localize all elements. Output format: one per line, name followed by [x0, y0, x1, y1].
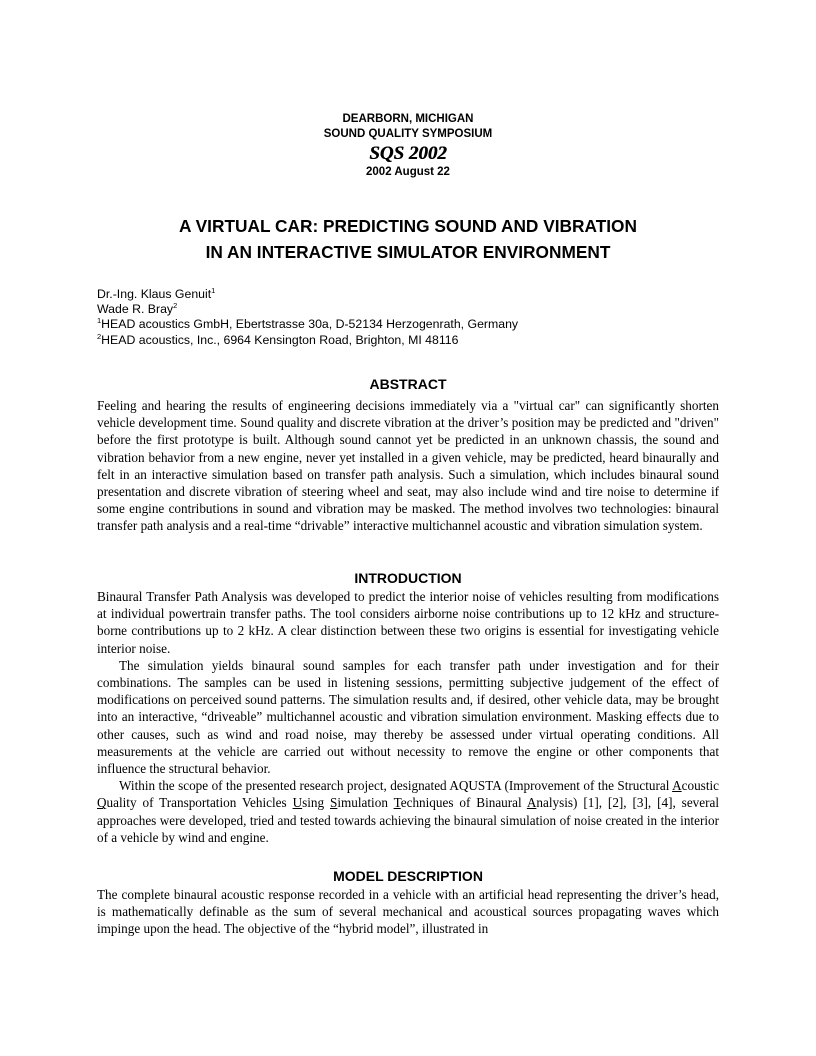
- conference-location: DEARBORN, MICHIGAN: [342, 113, 474, 125]
- author-2: [97, 302, 518, 317]
- affiliation-2: [97, 333, 518, 348]
- introduction-paragraph-3: Within the scope of the presented research project, designated AQUSTA (Improvement of the Structural Acoustic Quality of Transportation Vehicles Using Simulation Techniques of Binaural Analysis) [1], [2], [3], [4], several approaches were developed, tried and tested towards achieving the binaural simulation of noise created in the interior of a vehicle by wind and engine.: [97, 778, 720, 845]
- abstract-paragraph: Feeling and hearing the results of engineering decisions immediately via a "virtual car" can significantly shorten vehicle development time. Sound quality and discrete vibration at the driver’s position may be predicted and "driven" before the first prototype is built. Although sound cannot yet be predicted in an unknown chassis, the sound and vibration behavior from a new engine, never yet installed in a given vehicle, may be predicted, heard binaurally and felt in an interactive simulation based on transfer path analysis. Such a simulation, which includes binaural sound presentation and discrete vibration of steering wheel and seat, may also include wind and tire noise to determine if some engine contributions in sound and vibration may be masked. The method involves two technologies: binaural transfer path analysis and a real-time “drivable” interactive multichannel acoustic and vibration simulation system.: [97, 398, 719, 534]
- introduction-heading: INTRODUCTION: [354, 570, 462, 586]
- author-block: [97, 287, 518, 348]
- author-1-name: Dr.-Ing. Klaus Genuit: [97, 287, 212, 301]
- affiliation-1: [97, 317, 518, 332]
- conference-name: SOUND QUALITY SYMPOSIUM: [323, 128, 493, 140]
- introduction-paragraph-2: The simulation yields binaural sound samples for each transfer path under investigation and for their combinations. The samples can be used in listening sessions, permitting subjective judgement of the effect of modifications on perceived sound patterns. The simulation results and, if desired, other vehicle data, may be brought into an interactive, “driveable” multichannel acoustic and vibration simulation environment. Masking effects due to other causes, such as wind and road noise, may thereby be assessed under virtual operating conditions. All measurements at the vehicle are carried out without necessity to remove the engine or other components that influence the structural behavior.: [97, 657, 719, 777]
- affiliation-2-text: HEAD acoustics, Inc., 6964 Kensington Road, Brighton, MI 48116: [101, 332, 459, 347]
- introduction-paragraph-1: Binaural Transfer Path Analysis was developed to predict the interior noise of vehicles resulting from modifications at individual powertrain transfer paths. The tool considers airborne noise contributions up to 12 kHz and structure-borne contributions up to 2 kHz. A clear distinction between these two origins is essential for investigating vehicle interior noise.: [97, 589, 719, 656]
- affiliation-1-text: HEAD acoustics GmbH, Ebertstrasse 30a, D-52134 Herzogenrath, Germany: [101, 317, 519, 332]
- abstract-heading: ABSTRACT: [369, 376, 447, 392]
- author-1-sup: 1: [211, 285, 216, 295]
- affiliation-1-sup: 1: [97, 316, 102, 326]
- conference-header: [0, 112, 816, 180]
- abstract-text: [97, 397, 719, 535]
- author-1: [97, 287, 518, 302]
- affiliation-2-sup: 2: [97, 331, 102, 341]
- author-2-name: Wade R. Bray: [97, 302, 174, 317]
- paper-title-line-1: A VIRTUAL CAR: PREDICTING SOUND AND VIBRATION: [179, 216, 637, 236]
- paper-title-line-2: IN AN INTERACTIVE SIMULATOR ENVIRONMENT: [205, 242, 611, 262]
- model-description-text: [97, 886, 719, 938]
- model-description-paragraph-1: The complete binaural acoustic response recorded in a vehicle with an artificial head representing the driver’s head, is mathematically definable as the sum of several mechanical and acoustical sources propagating waves which impinge upon the head. The objective of the “hybrid model”, illustrated in: [97, 887, 719, 937]
- introduction-text: [97, 588, 719, 846]
- paper-title: [0, 213, 816, 265]
- model-description-heading: MODEL DESCRIPTION: [333, 868, 483, 884]
- conference-date: 2002 August 22: [366, 166, 450, 178]
- author-2-sup: 2: [173, 301, 178, 311]
- conference-logo-text: SQS 2002: [369, 143, 447, 164]
